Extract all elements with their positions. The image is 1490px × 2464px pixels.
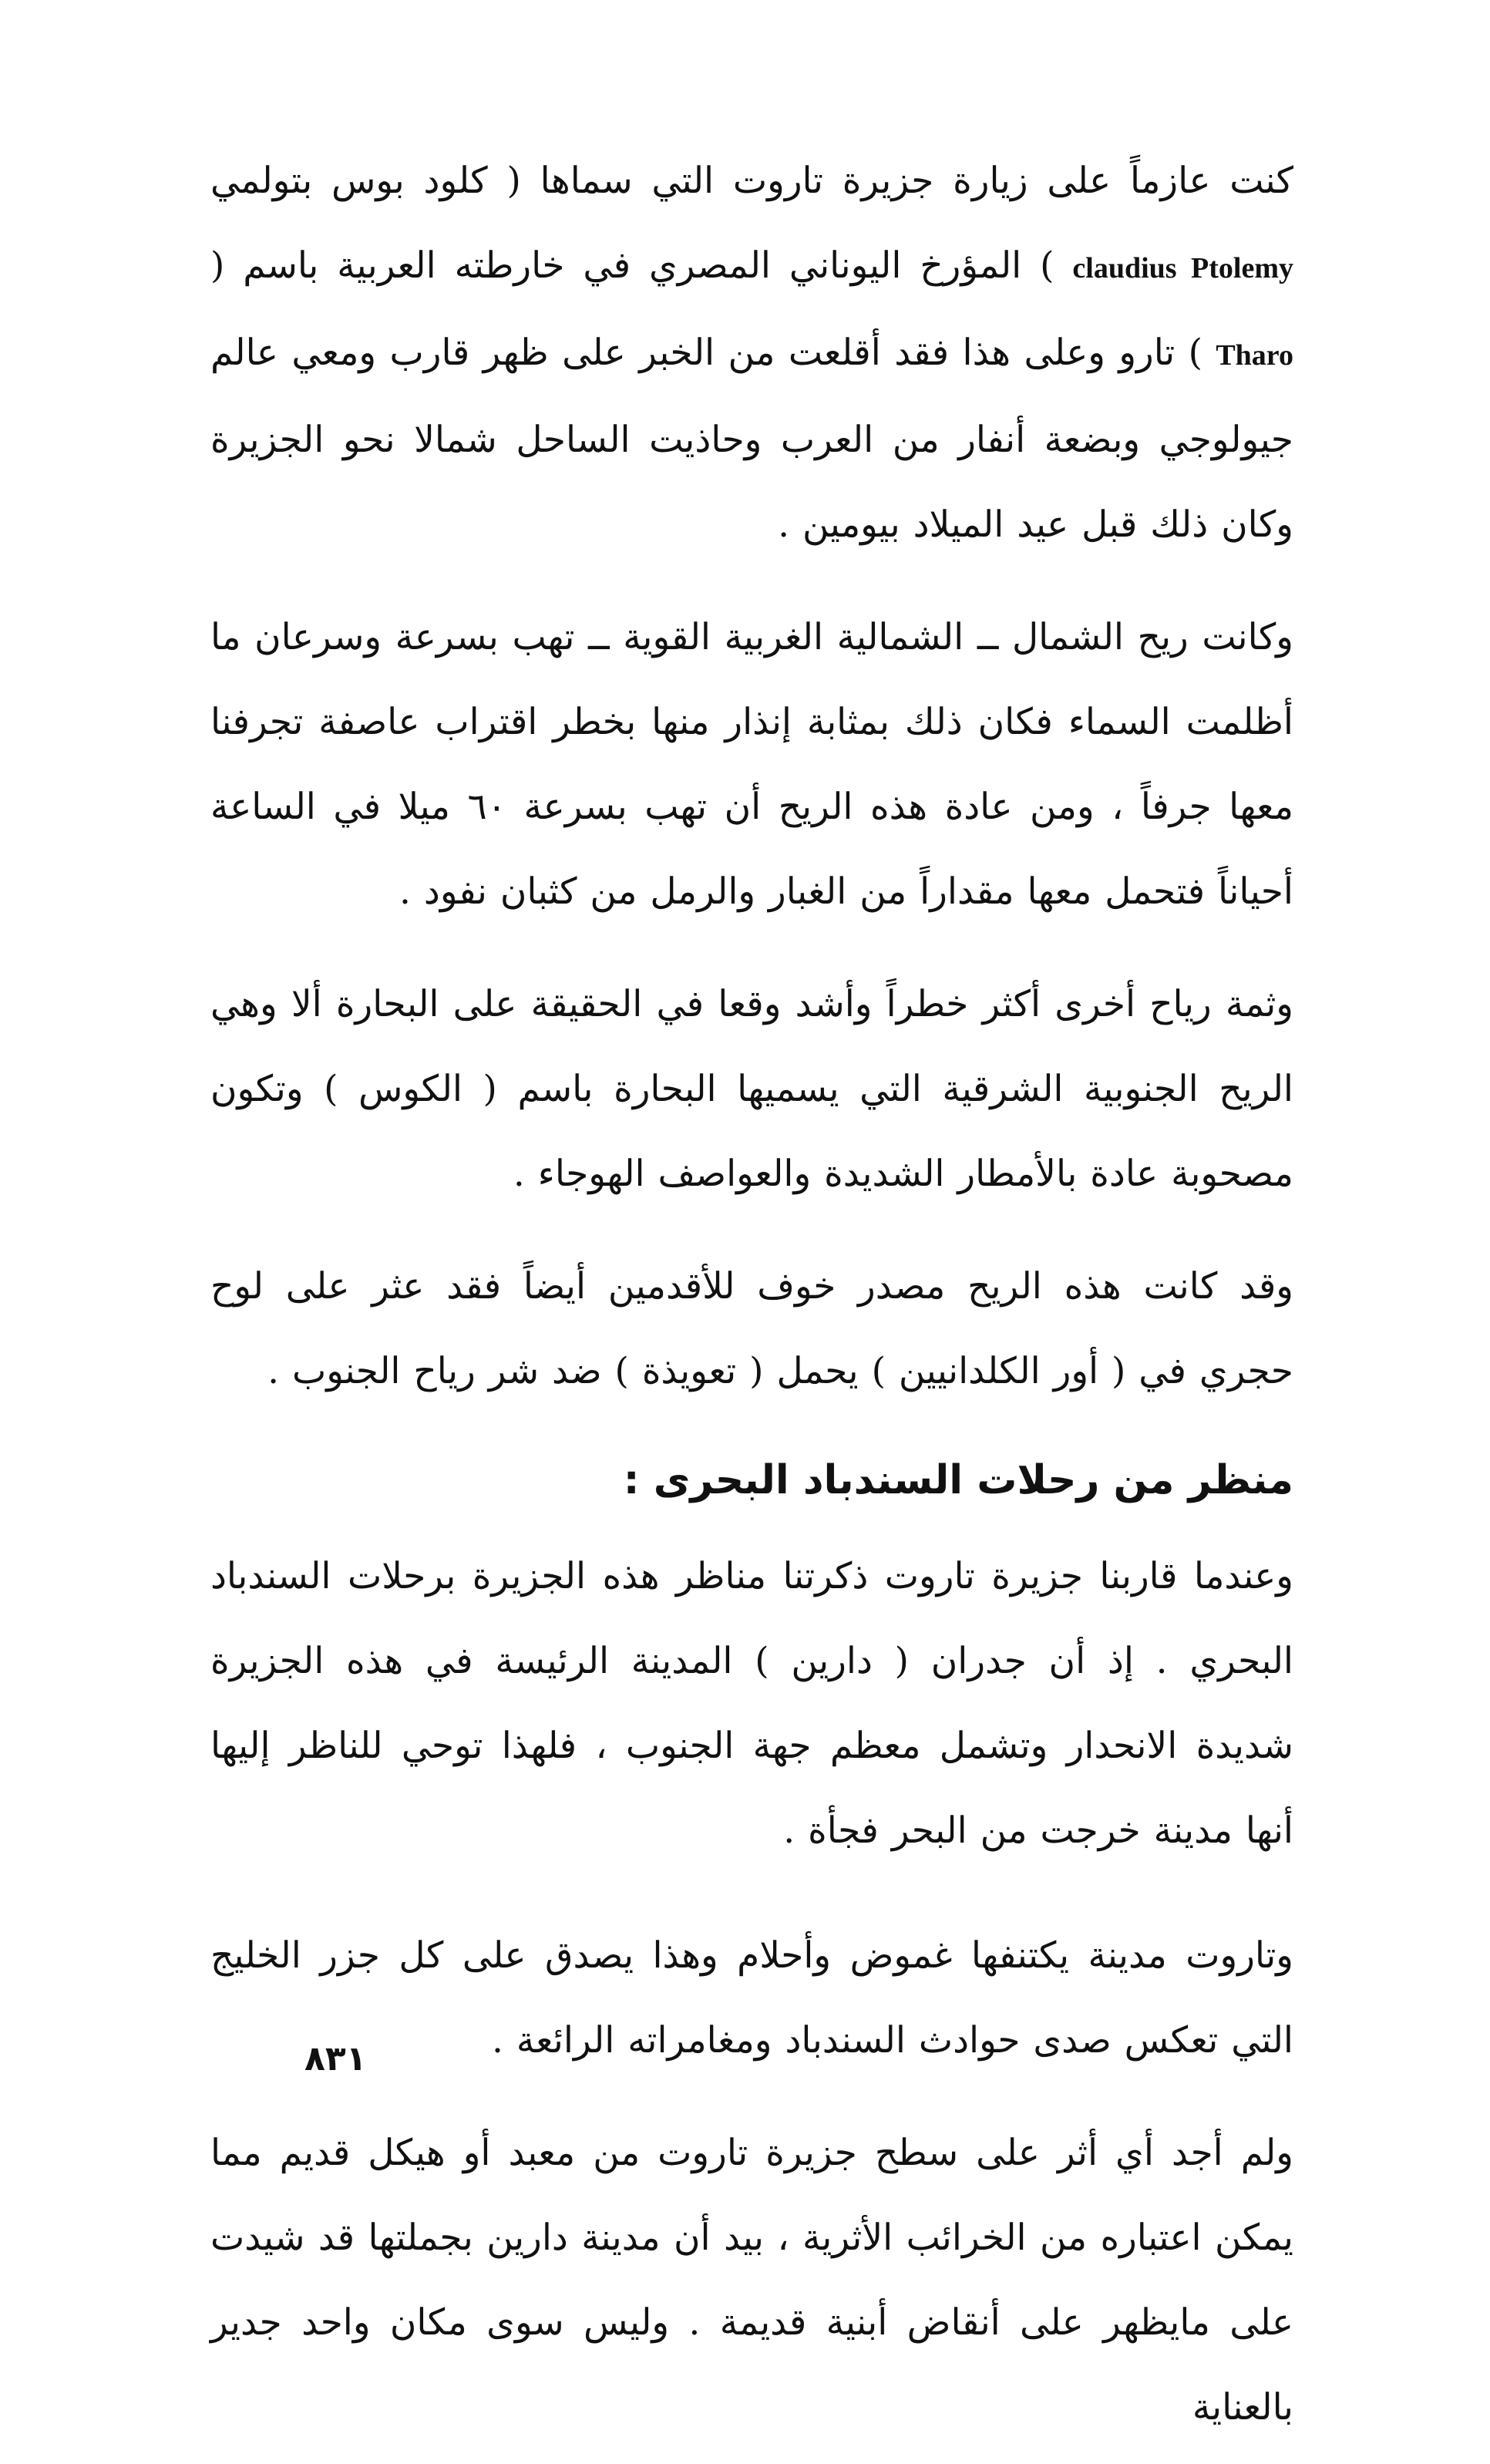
latin-term-tharo: Tharo xyxy=(1216,339,1293,372)
paragraph-south-wind: وثمة رياح أخرى أكثر خطراً وأشد وقعا في الحقيقة على البحارة ألا وهي الريح الجنوبية الشرقية التي يسميها البحارة باسم ( الكوس ) وتكون مصحوبة عادة بالأمطار الشديدة والعواصف الهوجاء . xyxy=(210,983,1293,1195)
paragraph-text: ) المؤرخ اليوناني المصري في خارطته العربية باسم ( xyxy=(210,244,1073,287)
paragraph-text: كنت عازماً على زيارة جزيرة تاروت التي سماها ( كلود بوس بتولمي xyxy=(210,160,1293,202)
paragraph-north-wind: وكانت ريح الشمال ــ الشمالية الغربية القوية ــ تهب بسرعة وسرعان ما أظلمت السماء فكان ذلك بمثابة إنذار منها بخطر اقتراب عاصفة تجرفنا معها جرفاً ، ومن عادة هذه الريح أن تهب بسرعة ٦٠ ميلا في الساعة أحياناً فتحمل معها مقداراً من الغبار والرمل من كثبان نفود . xyxy=(210,616,1293,913)
paragraph-tarut-visit xyxy=(210,139,1293,567)
paragraph-ruins: ولم أجد أي أثر على سطح جزيرة تاروت من معبد أو هيكل قديم مما يمكن اعتباره من الخرائب الأثرية ، بيد أن مدينة دارين بجملتها قد شيدت على مايظهر على أنقاض أبنية قديمة . وليس سوى مكان واحد جدير بالعناية xyxy=(210,2132,1293,2429)
paragraph-ancient-fear: وقد كانت هذه الريح مصدر خوف للأقدمين أيضاً فقد عثر على لوح حجري في ( أور الكلدانيين ) يحمل ( تعويذة ) ضد شر رياح الجنوب . xyxy=(210,1265,1293,1392)
page-number: ٨٣١ xyxy=(304,2039,367,2079)
paragraph-text: ) تارو وعلى هذا فقد أقلعت من الخبر على ظهر قارب ومعي عالم جيولوجي وبضعة أنفار من العرب وحاذيت الساحل شمالا نحو الجزيرة وكان ذلك قبل عيد الميلاد بيومين . xyxy=(210,332,1293,546)
latin-term-ptolemy: claudius Ptolemy xyxy=(1072,252,1293,284)
body-text xyxy=(210,139,1293,2464)
section-heading: منظر من رحلات السندباد البحرى : xyxy=(623,1457,1293,1503)
paragraph-sinbad: وعندما قاربنا جزيرة تاروت ذكرتنا مناظر هذه الجزيرة برحلات السندباد البحري . إذ أن جدران ( دارين ) المدينة الرئيسة في هذه الجزيرة شديدة الانحدار وتشمل معظم جهة الجنوب ، فلهذا توحي للناظر إليها أنها مدينة خرجت من البحر فجأة . xyxy=(210,1555,1293,1852)
paragraph-mystery: وتاروت مدينة يكتنفها غموض وأحلام وهذا يصدق على كل جزر الخليج التي تعكس صدى حوادث السندباد ومغامراته الرائعة . xyxy=(210,1934,1293,2062)
